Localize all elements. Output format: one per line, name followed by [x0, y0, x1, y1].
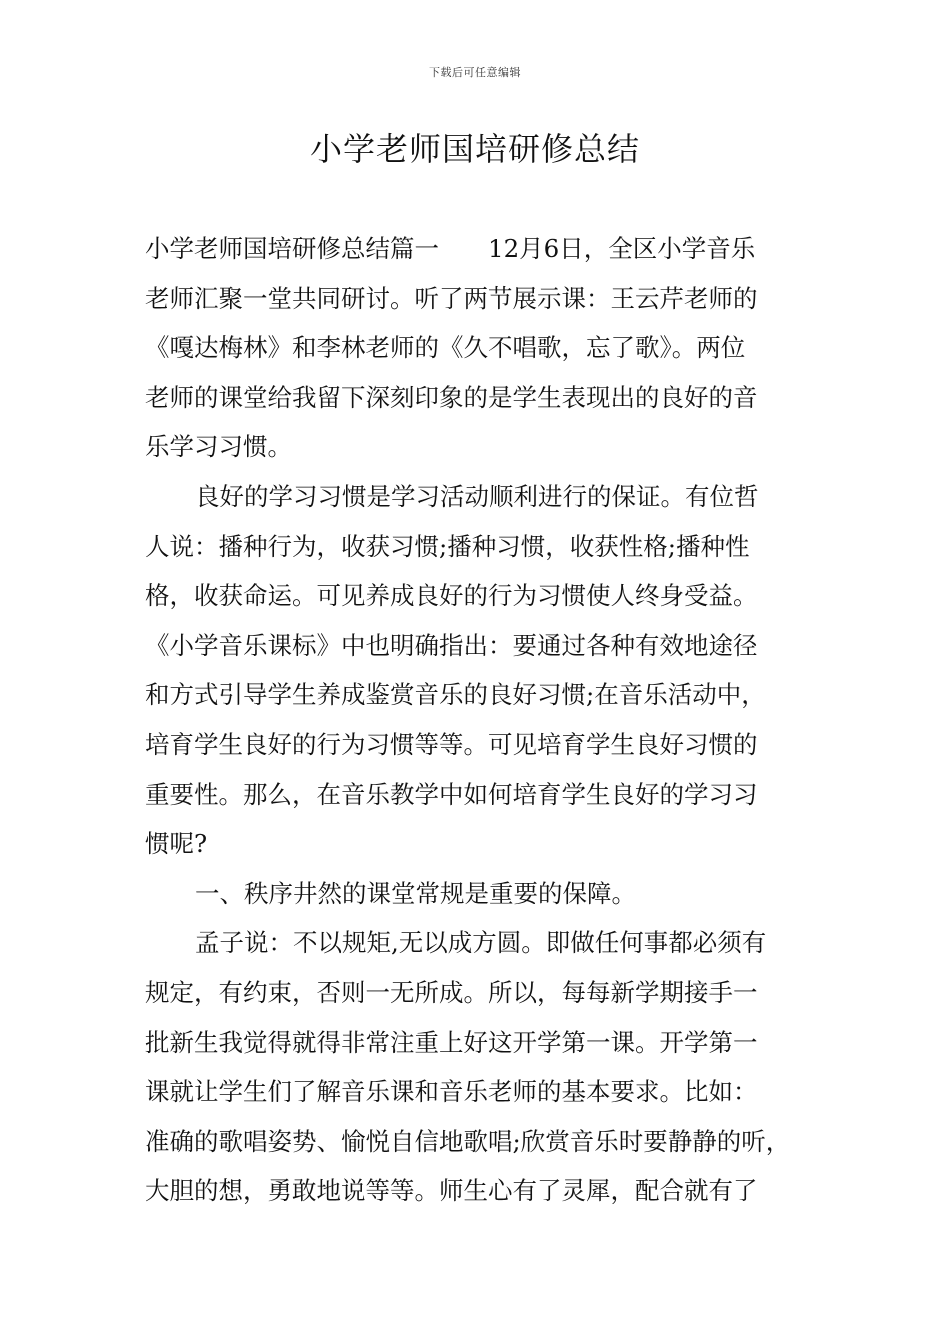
text-line: 一、秩序井然的课堂常规是重要的保障。 [195, 878, 636, 908]
text-line: 惯呢? [145, 829, 208, 859]
text-line: 大胆的想，勇敢地说等等。师生心有了灵犀，配合就有了 [145, 1176, 758, 1206]
text-line: 《小学音乐课标》中也明确指出：要通过各种有效地途径 [145, 630, 758, 660]
text-line: 人说：播种行为，收获习惯;播种习惯，收获性格;播种性 [145, 531, 750, 561]
header-note: 下载后可任意编辑 [429, 66, 521, 79]
text-line: 老师汇聚一堂共同研讨。听了两节展示课：王云芹老师的 [145, 283, 758, 313]
text-line: 规定，有约束，否则一无所成。所以，每每新学期接手一 [145, 977, 758, 1007]
text-line: 老师的课堂给我留下深刻印象的是学生表现出的良好的音 [145, 382, 758, 412]
text-line: 《嘎达梅林》和李林老师的《久不唱歌，忘了歌》。两位 [145, 333, 746, 363]
document-body [145, 224, 825, 1216]
text-line: 乐学习习惯。 [145, 432, 292, 462]
text-line: 小学老师国培研修总结篇一 12月6日，全区小学音乐 [145, 234, 756, 263]
text-line: 和方式引导学生养成鉴赏音乐的良好习惯;在音乐活动中， [145, 680, 766, 710]
document-title: 小学老师国培研修总结 [309, 130, 640, 168]
text-line: 准确的歌唱姿势、愉悦自信地歌唱;欣赏音乐时要静静的听， [145, 1126, 791, 1156]
text-line: 孟子说：不以规矩,无以成方圆。即做任何事都必须有 [195, 928, 767, 958]
text-line: 重要性。那么，在音乐教学中如何培育学生良好的学习习 [145, 779, 758, 809]
text-line: 课就让学生们了解音乐课和音乐老师的基本要求。比如： [145, 1077, 758, 1107]
text-line: 批新生我觉得就得非常注重上好这开学第一课。开学第一 [145, 1027, 758, 1057]
text-line: 良好的学习习惯是学习活动顺利进行的保证。有位哲 [195, 481, 759, 511]
text-line: 培育学生良好的行为习惯等等。可见培育学生良好习惯的 [145, 729, 758, 759]
text-line: 格，收获命运。可见养成良好的行为习惯使人终身受益。 [145, 581, 758, 611]
